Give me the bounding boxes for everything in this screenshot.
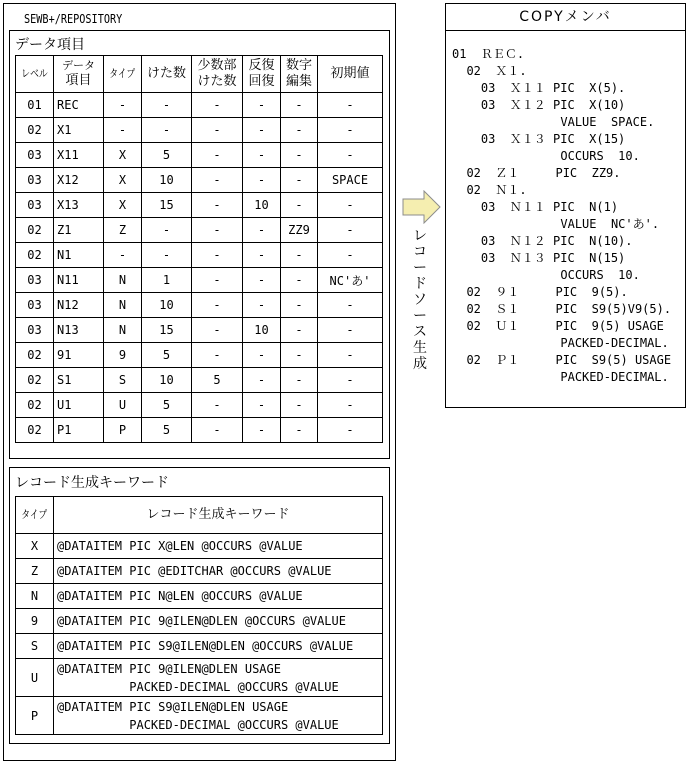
cell-initial-value: - — [318, 143, 383, 168]
cell-repeat: - — [243, 118, 281, 143]
cell-repeat: - — [243, 268, 281, 293]
cell-data-item: X1 — [54, 118, 104, 143]
keyword-line: @DATAITEM PIC 9@ILEN@DLEN USAGE — [57, 661, 281, 676]
cell-level: 03 — [16, 318, 54, 343]
header-data-item: データ 項目 — [54, 56, 104, 93]
source-line: 03 Ｎ１３ PIC N(15) — [452, 251, 626, 265]
table-row — [16, 534, 383, 559]
cell-decimal-digits: - — [192, 93, 243, 118]
cell-kw-keyword — [54, 584, 383, 609]
keyword-line: @DATAITEM PIC 9@ILEN@DLEN @OCCURS @VALUE — [57, 614, 346, 628]
source-line: 01 ＲＥＣ. — [452, 47, 525, 61]
header-initial-value: 初期値 — [318, 56, 383, 93]
keyword-line: @DATAITEM PIC N@LEN @OCCURS @VALUE — [57, 589, 303, 603]
table-row — [16, 368, 383, 393]
cell-kw-keyword — [54, 534, 383, 559]
cell-decimal-digits: - — [192, 318, 243, 343]
keyword-line: @DATAITEM PIC S9@ILEN@DLEN USAGE — [57, 699, 289, 714]
cell-kw-type: Z — [16, 559, 54, 584]
cell-repeat: 10 — [243, 193, 281, 218]
cell-type: P — [104, 418, 142, 443]
keywords-title: レコード生成キーワード — [15, 475, 169, 491]
table-row — [16, 418, 383, 443]
cell-data-item: REC — [54, 93, 104, 118]
cell-digits: 5 — [142, 393, 192, 418]
cell-level: 02 — [16, 393, 54, 418]
source-line: 02 Ｎ１. — [452, 183, 527, 197]
cell-initial-value: - — [318, 118, 383, 143]
source-line: 02 Ｕ１ PIC 9(5) USAGE — [452, 319, 664, 333]
cell-digits: 5 — [142, 343, 192, 368]
cell-numeric-edit: - — [281, 343, 318, 368]
cell-decimal-digits: - — [192, 218, 243, 243]
cell-data-item: U1 — [54, 393, 104, 418]
cell-decimal-digits: - — [192, 268, 243, 293]
cell-initial-value: - — [318, 318, 383, 343]
source-line: PACKED-DECIMAL. — [452, 336, 669, 350]
cell-type: N — [104, 293, 142, 318]
cell-type: Z — [104, 218, 142, 243]
source-line: 02 Ｐ１ PIC S9(5) USAGE — [452, 353, 672, 367]
cell-initial-value: NC'あ' — [318, 268, 383, 293]
cell-numeric-edit: - — [281, 293, 318, 318]
data-items-section — [9, 30, 390, 459]
cell-initial-value: - — [318, 393, 383, 418]
source-line: 02 ９１ PIC 9(5). — [452, 285, 628, 299]
cell-initial-value: - — [318, 193, 383, 218]
cell-numeric-edit: - — [281, 318, 318, 343]
cell-type: - — [104, 118, 142, 143]
cell-numeric-edit: - — [281, 193, 318, 218]
cell-kw-type: U — [16, 659, 54, 697]
cell-digits: 5 — [142, 143, 192, 168]
cell-numeric-edit: - — [281, 243, 318, 268]
source-line: PACKED-DECIMAL. — [452, 370, 669, 384]
cell-data-item: N13 — [54, 318, 104, 343]
cell-kw-type: 9 — [16, 609, 54, 634]
cell-level: 02 — [16, 243, 54, 268]
source-line: VALUE SPACE. — [452, 115, 655, 129]
cell-data-item: P1 — [54, 418, 104, 443]
cell-level: 03 — [16, 268, 54, 293]
cell-kw-type: N — [16, 584, 54, 609]
repository-panel — [3, 3, 396, 761]
cell-repeat: - — [243, 243, 281, 268]
cell-data-item: N11 — [54, 268, 104, 293]
table-row — [16, 559, 383, 584]
table-row — [16, 609, 383, 634]
table-row — [16, 143, 383, 168]
cell-type: U — [104, 393, 142, 418]
source-line: 02 Ｘ１. — [452, 64, 527, 78]
keyword-line: PACKED-DECIMAL @OCCURS @VALUE — [57, 679, 339, 694]
cell-level: 02 — [16, 418, 54, 443]
source-line: 03 Ｘ１３ PIC X(15) — [452, 132, 626, 146]
cell-type: N — [104, 318, 142, 343]
keyword-line: PACKED-DECIMAL @OCCURS @VALUE — [57, 717, 339, 732]
cell-repeat: - — [243, 393, 281, 418]
cell-level: 03 — [16, 293, 54, 318]
cell-type: X — [104, 193, 142, 218]
cell-data-item: S1 — [54, 368, 104, 393]
table-row — [16, 168, 383, 193]
keywords-section — [9, 467, 390, 744]
cell-level: 01 — [16, 93, 54, 118]
table-row — [16, 293, 383, 318]
source-line: 03 Ｘ１２ PIC X(10) — [452, 98, 626, 112]
cell-numeric-edit: - — [281, 268, 318, 293]
table-row — [16, 268, 383, 293]
cell-kw-keyword — [54, 659, 383, 697]
cell-type: S — [104, 368, 142, 393]
cell-level: 02 — [16, 368, 54, 393]
cell-decimal-digits: - — [192, 243, 243, 268]
header-digits: けた数 — [142, 56, 192, 93]
copy-member-panel — [445, 3, 686, 408]
arrow-right-icon — [402, 190, 442, 224]
cell-level: 02 — [16, 218, 54, 243]
cell-repeat: - — [243, 218, 281, 243]
cell-initial-value: - — [318, 343, 383, 368]
table-row — [16, 584, 383, 609]
copy-member-source — [452, 46, 671, 386]
cell-type: X — [104, 168, 142, 193]
copy-member-title: COPYメンバ — [446, 4, 685, 31]
cell-type: - — [104, 93, 142, 118]
keyword-line: @DATAITEM PIC X@LEN @OCCURS @VALUE — [57, 539, 303, 553]
cell-numeric-edit: - — [281, 143, 318, 168]
header-level: レベル — [16, 56, 54, 93]
cell-data-item: Z1 — [54, 218, 104, 243]
cell-kw-type: P — [16, 697, 54, 735]
header-decimal-digits: 少数部 けた数 — [192, 56, 243, 93]
cell-numeric-edit: - — [281, 118, 318, 143]
keyword-line: @DATAITEM PIC @EDITCHAR @OCCURS @VALUE — [57, 564, 332, 578]
table-row — [16, 343, 383, 368]
cell-digits: 10 — [142, 368, 192, 393]
cell-decimal-digits: - — [192, 193, 243, 218]
cell-numeric-edit: - — [281, 168, 318, 193]
keyword-line: @DATAITEM PIC S9@ILEN@DLEN @OCCURS @VALUE — [57, 639, 354, 653]
keywords-table — [15, 496, 383, 735]
cell-type: 9 — [104, 343, 142, 368]
cell-decimal-digits: - — [192, 343, 243, 368]
data-items-table — [15, 55, 383, 443]
cell-initial-value: - — [318, 293, 383, 318]
cell-numeric-edit: - — [281, 393, 318, 418]
cell-decimal-digits: - — [192, 393, 243, 418]
cell-digits: 15 — [142, 193, 192, 218]
cell-initial-value: - — [318, 368, 383, 393]
table-row — [16, 243, 383, 268]
cell-data-item: N1 — [54, 243, 104, 268]
table-row — [16, 118, 383, 143]
cell-level: 03 — [16, 143, 54, 168]
header-kw-type: タイプ — [16, 497, 54, 534]
cell-repeat: - — [243, 343, 281, 368]
cell-initial-value: SPACE — [318, 168, 383, 193]
cell-decimal-digits: - — [192, 118, 243, 143]
cell-repeat: - — [243, 293, 281, 318]
cell-repeat: - — [243, 418, 281, 443]
table-row — [16, 393, 383, 418]
source-line: 02 Ｚ１ PIC ZZ9. — [452, 166, 621, 180]
data-items-title: データ項目 — [15, 37, 85, 53]
repository-title: SEWB+/REPOSITORY — [24, 12, 123, 26]
cell-data-item: 91 — [54, 343, 104, 368]
source-line: 03 Ｎ１１ PIC N(1) — [452, 200, 619, 214]
cell-repeat: - — [243, 143, 281, 168]
cell-type: - — [104, 243, 142, 268]
cell-kw-keyword — [54, 559, 383, 584]
source-line: OCCURS 10. — [452, 149, 640, 163]
cell-repeat: - — [243, 168, 281, 193]
cell-digits: 1 — [142, 268, 192, 293]
header-repeat: 反復 回復 — [243, 56, 281, 93]
cell-kw-type: S — [16, 634, 54, 659]
table-row — [16, 93, 383, 118]
keywords-header-row — [16, 497, 383, 534]
cell-repeat: - — [243, 368, 281, 393]
header-kw-keyword: レコード生成キーワード — [54, 497, 383, 534]
cell-level: 02 — [16, 118, 54, 143]
cell-initial-value: - — [318, 243, 383, 268]
table-row — [16, 697, 383, 735]
table-row — [16, 318, 383, 343]
cell-digits: 10 — [142, 168, 192, 193]
cell-initial-value: - — [318, 218, 383, 243]
cell-repeat: - — [243, 93, 281, 118]
source-line: OCCURS 10. — [452, 268, 640, 282]
table-row — [16, 193, 383, 218]
cell-kw-keyword — [54, 609, 383, 634]
cell-digits: - — [142, 118, 192, 143]
header-type: タイプ — [104, 56, 142, 93]
cell-data-item: X11 — [54, 143, 104, 168]
cell-decimal-digits: - — [192, 418, 243, 443]
cell-numeric-edit: - — [281, 93, 318, 118]
cell-data-item: N12 — [54, 293, 104, 318]
cell-digits: 10 — [142, 293, 192, 318]
cell-kw-keyword — [54, 697, 383, 735]
table-row — [16, 218, 383, 243]
cell-digits: - — [142, 218, 192, 243]
cell-type: X — [104, 143, 142, 168]
cell-kw-type: X — [16, 534, 54, 559]
cell-digits: - — [142, 93, 192, 118]
cell-initial-value: - — [318, 93, 383, 118]
cell-digits: 15 — [142, 318, 192, 343]
cell-level: 03 — [16, 193, 54, 218]
data-items-header-row — [16, 56, 383, 93]
cell-data-item: X13 — [54, 193, 104, 218]
cell-decimal-digits: - — [192, 168, 243, 193]
cell-kw-keyword — [54, 634, 383, 659]
table-row — [16, 659, 383, 697]
cell-data-item: X12 — [54, 168, 104, 193]
source-line: VALUE NC'あ'. — [452, 217, 660, 231]
cell-decimal-digits: - — [192, 293, 243, 318]
cell-numeric-edit: - — [281, 418, 318, 443]
record-source-generation-label: レ コ ー ド ソ ー ス 生 成 — [413, 228, 427, 372]
source-line: 03 Ｘ１１ PIC X(5). — [452, 81, 626, 95]
cell-initial-value: - — [318, 418, 383, 443]
cell-decimal-digits: 5 — [192, 368, 243, 393]
cell-numeric-edit: ZZ9 — [281, 218, 318, 243]
cell-level: 03 — [16, 168, 54, 193]
source-line: 03 Ｎ１２ PIC N(10). — [452, 234, 633, 248]
table-row — [16, 634, 383, 659]
cell-numeric-edit: - — [281, 368, 318, 393]
source-line: 02 Ｓ１ PIC S9(5)V9(5). — [452, 302, 672, 316]
cell-level: 02 — [16, 343, 54, 368]
cell-digits: - — [142, 243, 192, 268]
cell-digits: 5 — [142, 418, 192, 443]
header-numeric-edit: 数字 編集 — [281, 56, 318, 93]
cell-decimal-digits: - — [192, 143, 243, 168]
cell-repeat: 10 — [243, 318, 281, 343]
cell-type: N — [104, 268, 142, 293]
